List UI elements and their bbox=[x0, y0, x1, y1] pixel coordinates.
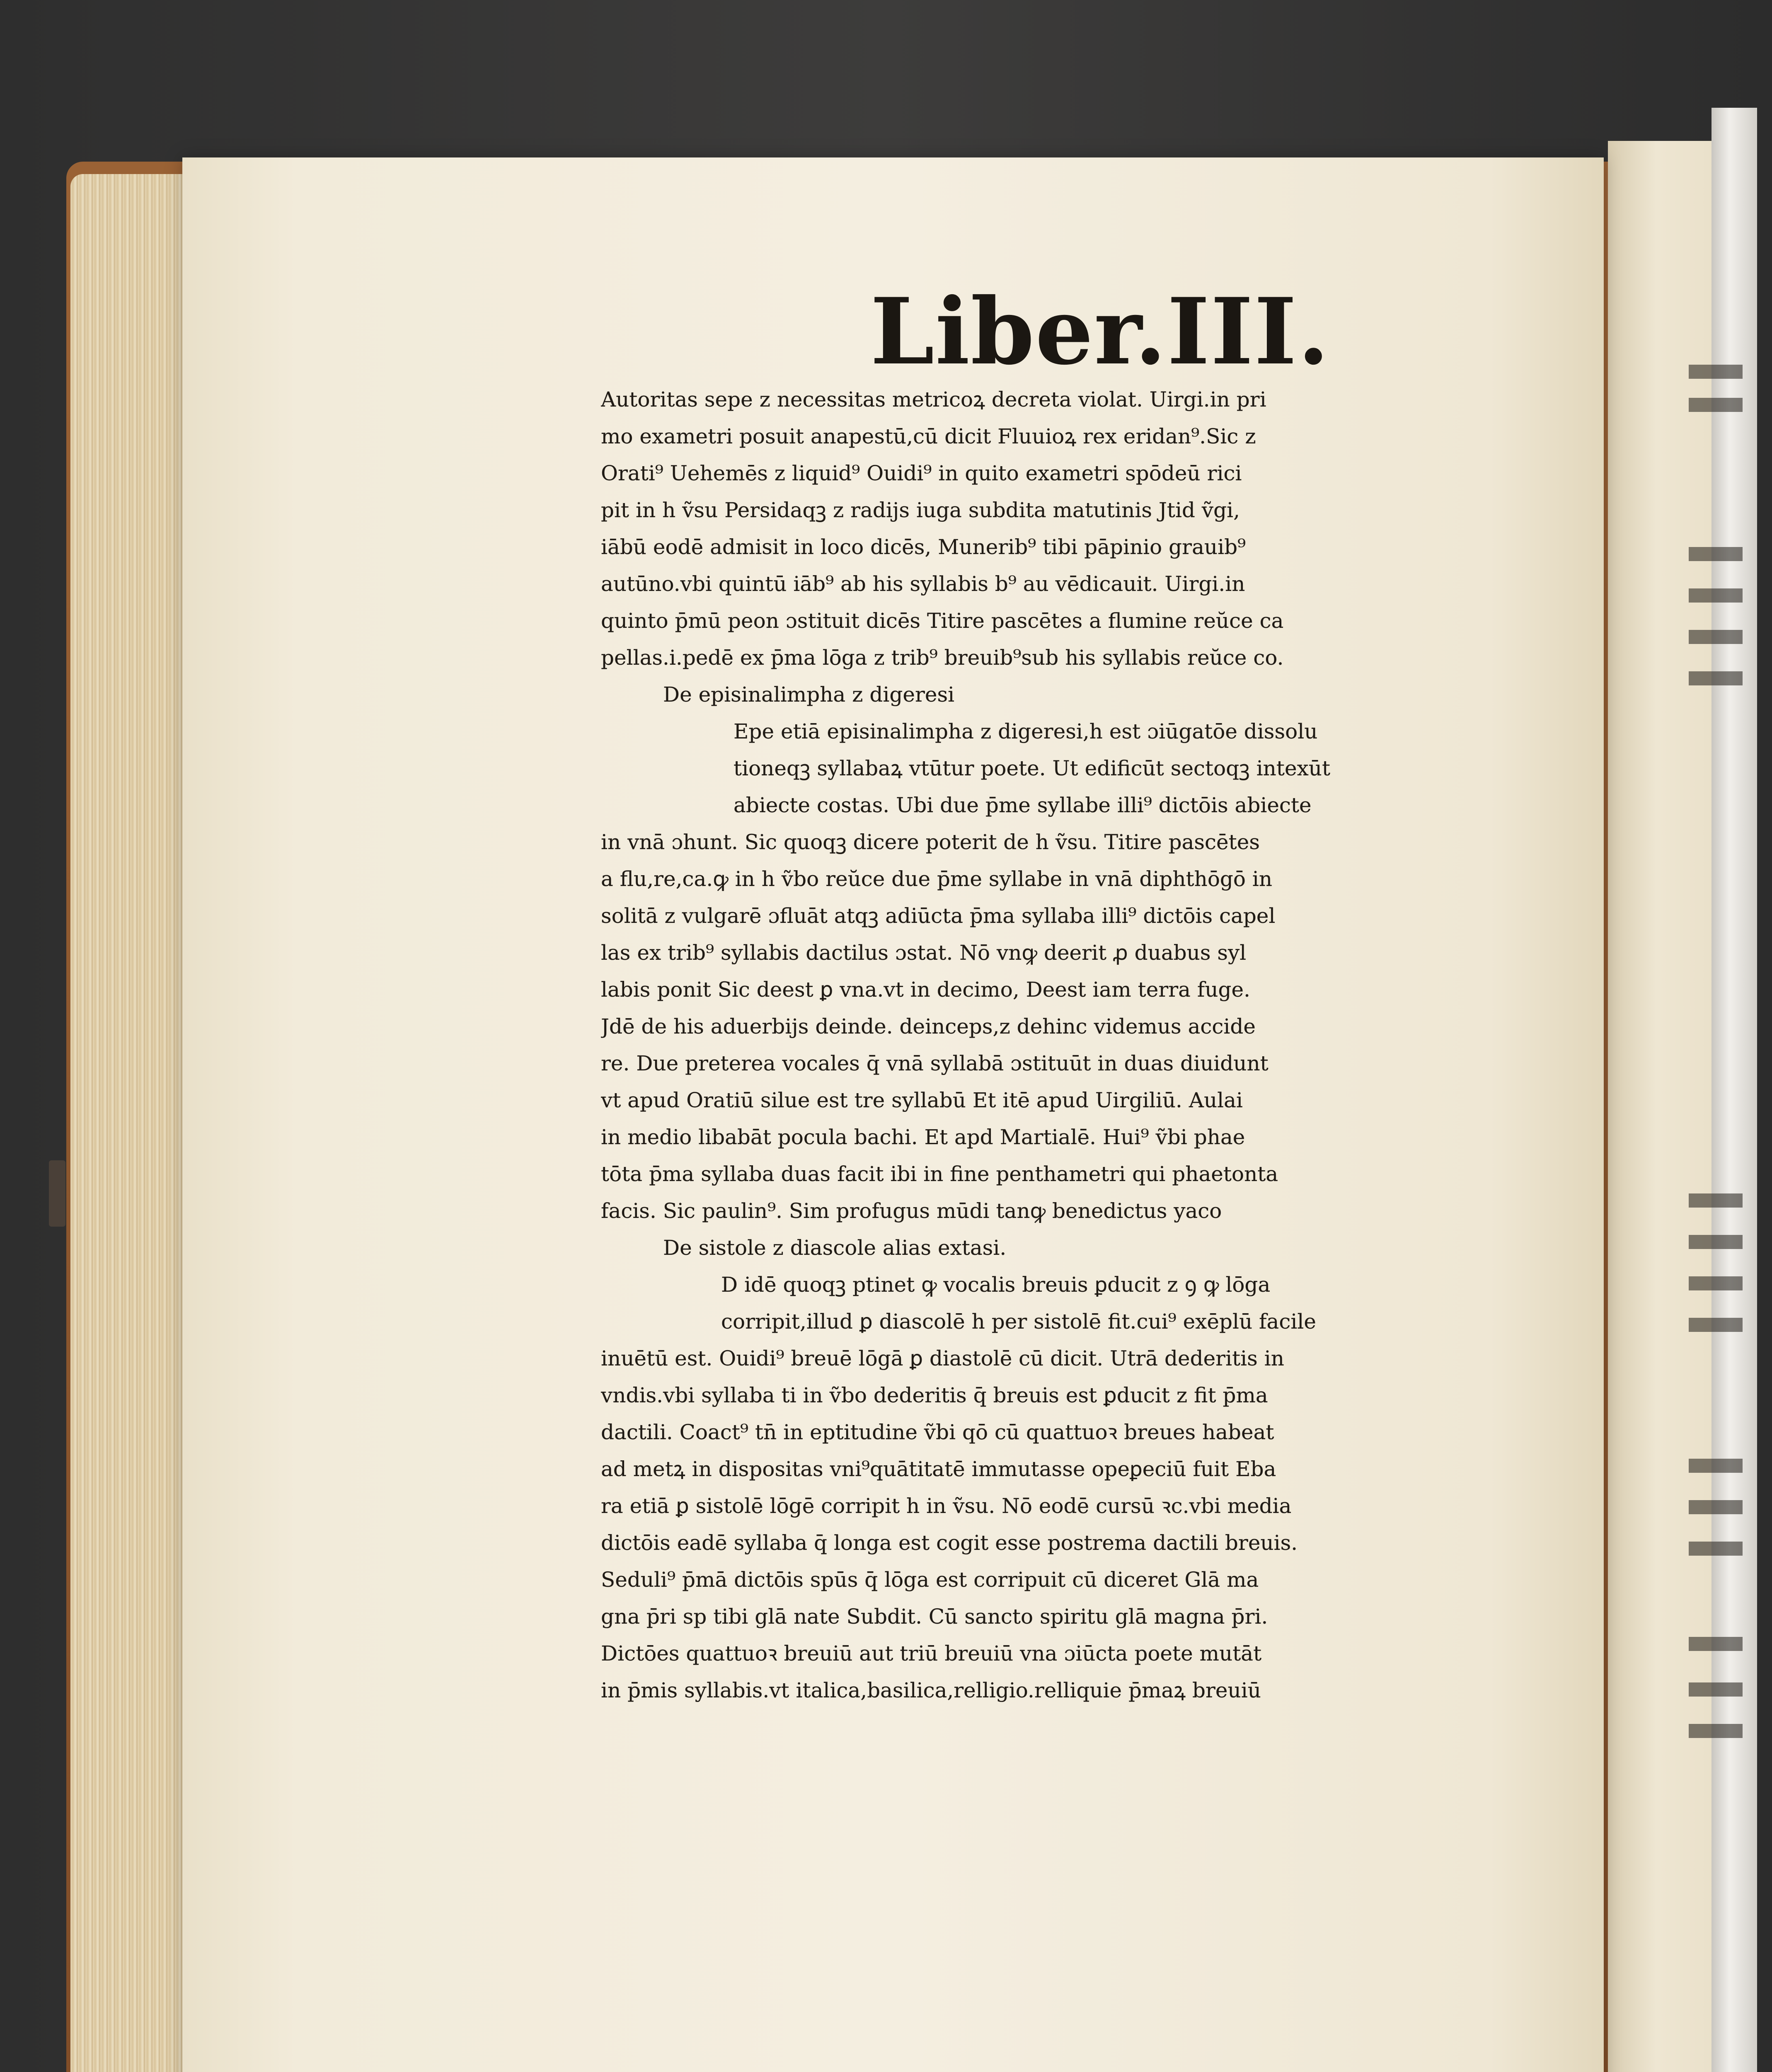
text-line: tōta p̄ma syllaba duas facit ibi in fine penthametri qui phaetonta bbox=[601, 1162, 1278, 1186]
text-line: abiecte costas. Ubi due p̄me syllabe illi⁹ dictōis abiecte bbox=[733, 793, 1312, 817]
text-line: Jdē de his aduerbijs deinde. deinceps,z dehinc videmus accide bbox=[601, 1014, 1256, 1038]
text-line: De episinalimpha z digeresi bbox=[663, 683, 955, 707]
text-line: mo exametri posuit anapestū,cū dicit Fluuioꝝ rex eridan⁹.Sic z bbox=[601, 424, 1256, 448]
text-line: De sistole z diascole alias extasi. bbox=[663, 1236, 1007, 1260]
text-line: D idē quoqꝫ ptinet ꝙ vocalis breuis ꝑducit z ꝯ ꝙ lōga bbox=[721, 1273, 1271, 1297]
text-line: in p̄mis syllabis.vt italica,basilica,relligio.relliquie p̄maꝝ breuiū bbox=[601, 1678, 1261, 1702]
text-line: pellas.i.pedē ex p̄ma lōga z trib⁹ breuib⁹sub his syllabis reŭce co. bbox=[601, 646, 1284, 670]
text-line: tioneqꝫ syllabaꝝ vtūtur poete. Ut edificūt sectoqꝫ intexūt bbox=[733, 756, 1331, 780]
text-line: quinto p̄mū peon ɔstituit dicēs Titire pascētes a flumine reŭce ca bbox=[601, 609, 1284, 633]
facing-page-text-fragment bbox=[1689, 630, 1743, 644]
text-line: vt apud Oratiū silue est tre syllabū Et itē apud Uirgiliū. Aulai bbox=[601, 1088, 1243, 1112]
text-line: re. Due preterea vocales q̄ vnā syllabā ɔstituūt in duas diuidunt bbox=[601, 1051, 1268, 1075]
facing-page-text-fragment bbox=[1689, 1235, 1743, 1249]
facing-page-text-fragment bbox=[1689, 547, 1743, 561]
text-line: pit in h ṽsu Persidaqꝫ z radijs iuga subdita matutinis Jtid ṽgi, bbox=[601, 498, 1240, 522]
text-line: Epe etiā episinalimpha z digeresi,h est ɔiūgatōe dissolu bbox=[733, 719, 1318, 743]
facing-page-text-fragment bbox=[1689, 1193, 1743, 1208]
text-line: vndis.vbi syllaba ti in ṽbo dederitis q̄ breuis est ꝑducit z fit p̄ma bbox=[601, 1383, 1268, 1407]
page-heading: Liber.III. bbox=[870, 278, 1330, 385]
facing-page-text-fragment bbox=[1689, 588, 1743, 603]
facing-page-text-fragment bbox=[1689, 1724, 1743, 1738]
text-line: in vnā ɔhunt. Sic quoqꝫ dicere poterit de h ṽsu. Titire pascētes bbox=[601, 830, 1260, 854]
body-text bbox=[601, 381, 1463, 1709]
text-line: iābū eodē admisit in loco dicēs, Munerib⁹ tibi pāpinio grauib⁹ bbox=[601, 535, 1246, 559]
text-line: Orati⁹ Uehemēs z liquid⁹ Ouidi⁹ in quito exametri spōdeū rici bbox=[601, 461, 1242, 485]
text-line: labis ponit Sic deest ꝑ vna.vt in decimo, Deest iam terra fuge. bbox=[601, 978, 1251, 1002]
text-line: a flu,re,ca.ꝙ in h ṽbo reŭce due p̄me syllabe in vnā diphthōgō in bbox=[601, 867, 1273, 891]
text-line: gna p̄ri sp tibi glā nate Subdit. Cū sancto spiritu glā magna p̄ri. bbox=[601, 1605, 1268, 1629]
text-line: Dictōes quattuoꝛ breuiū aut triū breuiū vna ɔiūcta poete mutāt bbox=[601, 1641, 1262, 1665]
text-line: ad metꝝ in dispositas vni⁹quātitatē immutasse opeꝑeciū fuit Eba bbox=[601, 1457, 1276, 1481]
text-line: solitā z vulgarē ɔfluāt atqꝫ adiūcta p̄ma syllaba illi⁹ dictōis capel bbox=[601, 904, 1276, 928]
facing-page-text-fragment bbox=[1689, 1682, 1743, 1697]
text-line: dactili. Coact⁹ tn̄ in eptitudine ṽbi qō cū quattuoꝛ breues habeat bbox=[601, 1420, 1274, 1444]
facing-page-text-fragment bbox=[1689, 398, 1743, 412]
text-line: inuētū est. Ouidi⁹ breuē lōgā ꝑ diastolē cū dicit. Utrā dederitis in bbox=[601, 1346, 1284, 1370]
facing-page-text-fragment bbox=[1689, 1318, 1743, 1332]
facing-page-text-fragment bbox=[1689, 1542, 1743, 1556]
facing-page-text-fragment bbox=[1689, 1276, 1743, 1290]
text-line: corripit,illud ꝑ diascolē h per sistolē fit.cui⁹ exēplū facile bbox=[721, 1310, 1316, 1334]
text-line: ra etiā ꝑ sistolē lōgē corripit h in ṽsu. Nō eodē cursū ꝛc.vbi media bbox=[601, 1494, 1292, 1518]
text-line: Autoritas sepe z necessitas metricoꝝ decreta violat. Uirgi.in pri bbox=[601, 387, 1266, 411]
text-line: las ex trib⁹ syllabis dactilus ɔstat. Nō vnꝙ deerit ꝓ duabus syl bbox=[601, 941, 1247, 965]
facing-page-text-fragment bbox=[1689, 1459, 1743, 1473]
binding-clasp bbox=[49, 1160, 65, 1227]
facing-page-text-fragment bbox=[1689, 1500, 1743, 1514]
text-line: Seduli⁹ p̄mā dictōis spūs q̄ lōga est corripuit cū diceret Glā ma bbox=[601, 1568, 1259, 1592]
facing-page-sliver bbox=[1608, 141, 1728, 2072]
facing-page-text-fragment bbox=[1689, 1637, 1743, 1651]
facing-page-text-fragment bbox=[1689, 365, 1743, 379]
text-line: autūno.vbi quintū iāb⁹ ab his syllabis b⁹ au vēdicauit. Uirgi.in bbox=[601, 572, 1245, 596]
facing-page-text-fragment bbox=[1689, 671, 1743, 685]
text-line: facis. Sic paulin⁹. Sim profugus mūdi tanꝙ benedictus yaco bbox=[601, 1199, 1222, 1223]
text-line: in medio libabāt pocula bachi. Et apd Martialē. Hui⁹ ṽbi phae bbox=[601, 1125, 1245, 1149]
text-line: dictōis eadē syllaba q̄ longa est cogit esse postrema dactili breuis. bbox=[601, 1531, 1298, 1555]
